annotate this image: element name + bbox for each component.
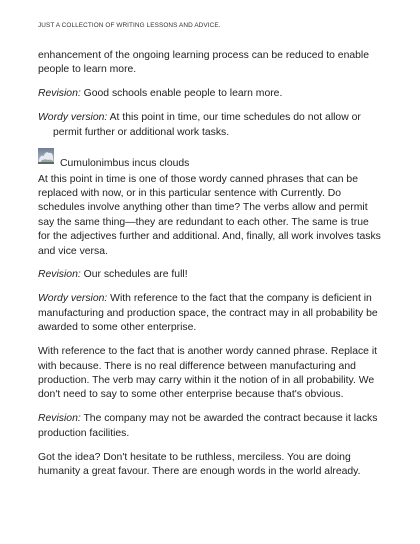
image-with-caption <box>38 150 382 169</box>
cumulonimbus-cloud-image <box>38 148 54 164</box>
closing-paragraph: Got the idea? Don't hesitate to be ruthless, merciless. You are doing humanity a great favour. There are enough words in the world already. <box>38 451 361 477</box>
running-header: JUST A COLLECTION OF WRITING LESSONS AND ADVICE. <box>38 22 221 29</box>
wordy-example-3 <box>38 292 382 335</box>
revision-text: Good schools enable people to learn more. <box>80 88 283 100</box>
wordy-text: With reference to the fact that the company is deficient in manufacturing and production space, the contract may in all probability be awarded to some other enterprise. <box>38 293 378 334</box>
explanation-paragraph-2: At this point in time is one of those wordy canned phrases that can be replaced with now, or in this particular sentence with Currently. Do schedules involve anything other than time? The verbs allow and permit say the same thing—they are redundant to each other. The same is true for the adjectives further and additional. And, finally, all work involves tasks and vice versa. <box>38 173 381 257</box>
wordy-text: At this point in time, our time schedules do not allow or permit further or additional work tasks. <box>53 112 361 138</box>
revision-example-1 <box>38 87 382 101</box>
revision-label: Revision: <box>38 88 81 100</box>
revision-text: Our schedules are full! <box>80 269 188 281</box>
revision-text: The company may not be awarded the contract because it lacks production facilities. <box>38 413 378 439</box>
wordy-label: Wordy version: <box>38 293 108 305</box>
paragraph-continuation: enhancement of the ongoing learning process can be reduced to enable people to learn more. <box>38 50 370 76</box>
explanation-paragraph-3: With reference to the fact that is another wordy canned phrase. Replace it with because. There is no real difference between manufacturing and production. The verb may carry within it the notion of in all probability. We don't need to say to some other enterprise because that's obvious. <box>38 346 378 401</box>
revision-example-2 <box>38 268 382 282</box>
revision-label: Revision: <box>38 413 81 425</box>
wordy-example-2 <box>38 111 382 140</box>
revision-example-3 <box>38 412 382 441</box>
wordy-label: Wordy version: <box>38 112 108 124</box>
revision-label: Revision: <box>38 269 81 281</box>
image-caption: Cumulonimbus incus clouds <box>60 157 190 169</box>
